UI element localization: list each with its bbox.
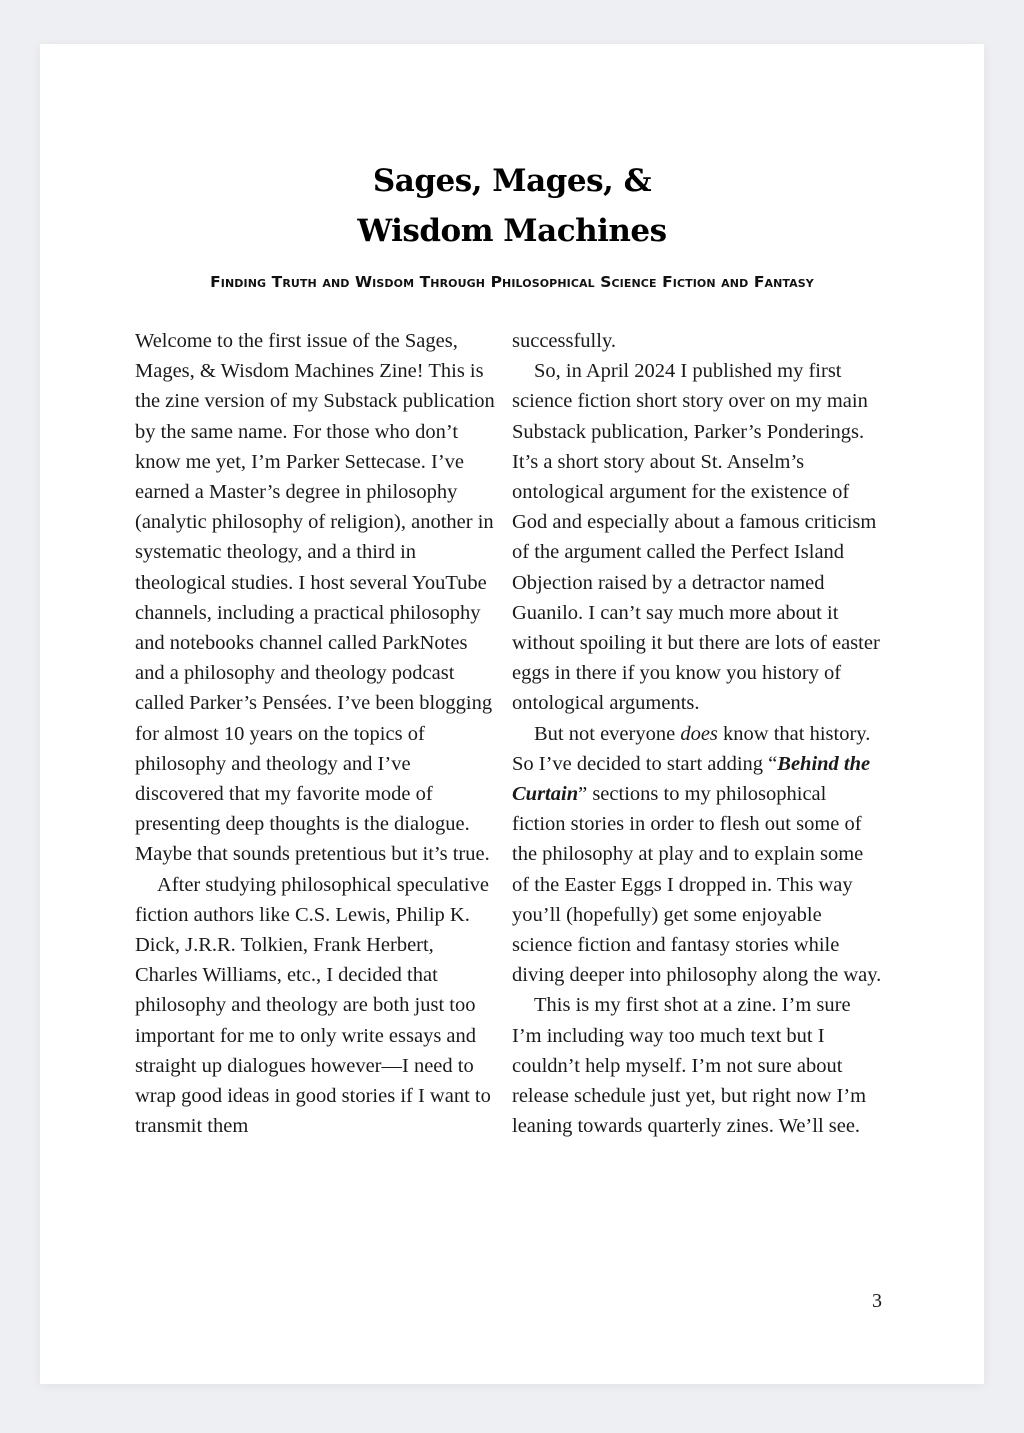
right-paragraph-2	[512, 719, 884, 991]
right-column	[512, 326, 884, 1141]
behind-the-curtain-label: Behind the Curtain	[512, 752, 871, 806]
page-title-line-1: Sages, Mages, &	[372, 163, 652, 199]
left-column	[135, 326, 495, 1141]
page-title-line-2: Wisdom Machines	[357, 213, 667, 249]
left-paragraph-1: Welcome to the first issue of the Sages, Mages, & Wisdom Machines Zine! This is the zine version of my Substack publication by the same name. For those who don’t know me yet, I’m Parker Settecase. I’ve earned a Master’s degree in philosophy (analytic philosophy of religion), another in systematic theology, and a third in theological studies. I host several YouTube channels, including a practical philosophy and notebooks channel called ParkNotes and a philosophy and theology podcast called Parker’s Pensées. I’ve been blogging for almost 10 years on the topics of philosophy and theology and I’ve discovered that my favorite mode of presenting deep thoughts is the dialogue. Maybe that sounds pretentious but it’s true.	[135, 330, 495, 866]
page-subtitle: Finding Truth and Wisdom Through Philosophical Science Fiction and Fantasy	[210, 273, 814, 291]
right-paragraph-2-text-c: ” sections to my philosophical fiction stories in order to flesh out some of the philosophy at play and to explain some of the Easter Eggs I dropped in. This way you’ll (hopefully) get some enjoyable science fiction and fantasy stories while diving deeper into philosophy along the way.	[512, 783, 882, 987]
zine-page	[40, 44, 984, 1384]
left-paragraph-2: After studying philosophical speculative fiction authors like C.S. Lewis, Philip K. Dick, J.R.R. Tolkien, Frank Herbert, Charles Williams, etc., I decided that philosophy and theology are both just too important for me to only write essays and straight up dialogues however—I need to wrap good ideas in good stories if I want to transmit them	[135, 873, 491, 1138]
right-paragraph-2-emphasis: does	[680, 722, 718, 745]
right-paragraph-3: This is my first shot at a zine. I’m sure I’m including way too much text but I couldn’t help myself. I’m not sure about release schedule just yet, but right now I’m leaning towards quarterly zines. We’ll see.	[512, 994, 867, 1138]
right-paragraph-1: So, in April 2024 I published my first science fiction short story over on my main Substack publication, Parker’s Ponderings. It’s a short story about St. Anselm’s ontological argument for the existence of God and especially about a famous criticism of the argument called the Perfect Island Objection raised by a detractor named Guanilo. I can’t say much more about it without spoiling it but there are lots of easter eggs in there if you know you history of ontological arguments.	[512, 360, 880, 715]
right-paragraph-2-text-a: But not everyone	[534, 722, 681, 745]
right-paragraph-continued: successfully.	[512, 330, 616, 352]
right-paragraph-2-text-b: know that history. So I’ve decided to start adding “	[512, 722, 871, 775]
page-number: 3	[872, 1290, 882, 1312]
